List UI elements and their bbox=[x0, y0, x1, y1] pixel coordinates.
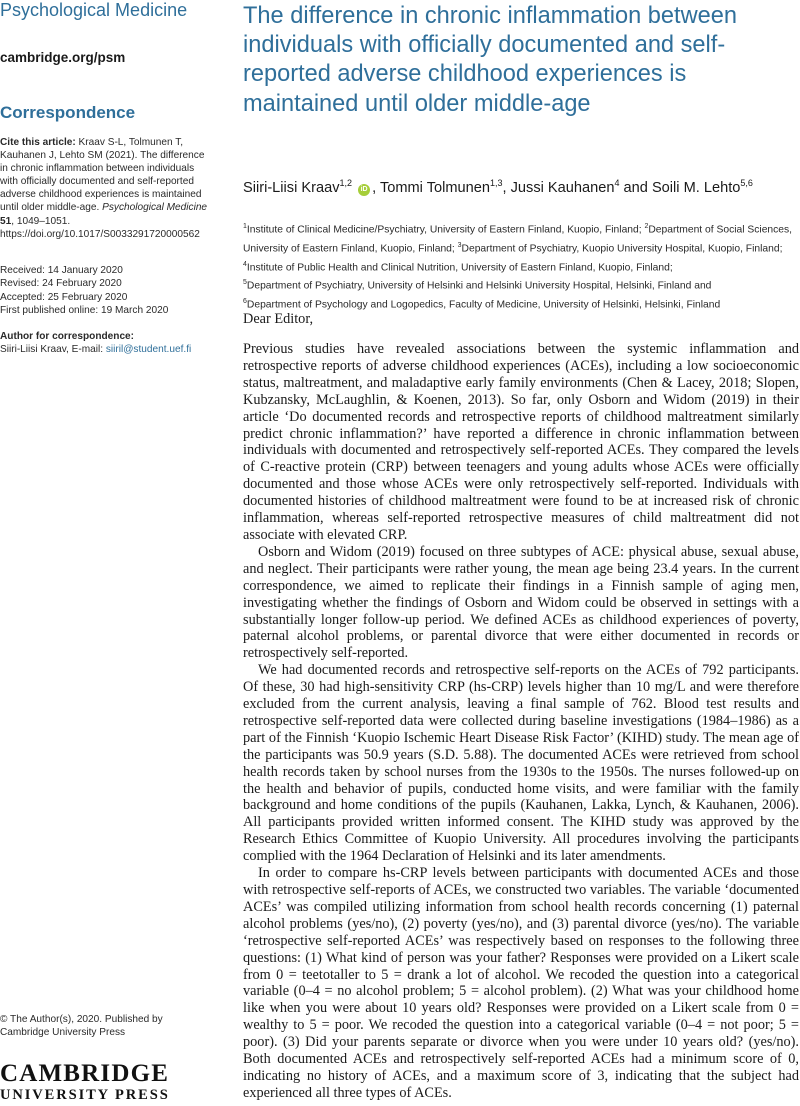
citation-text: Kraav S-L, Tolmunen T, Kauhanen J, Lehto SM (2021). The difference in chronic inflammation between individuals with officially documented and self-reported adverse childhood experiences is maintained until older middle-age. bbox=[0, 137, 205, 214]
author-affil-sup: 5,6 bbox=[740, 178, 753, 188]
affil-sup: 1 bbox=[243, 223, 247, 230]
citation-doi[interactable]: , 1049–1051. https://doi.org/10.1017/S0033291720000562 bbox=[0, 215, 200, 240]
salutation: Dear Editor, bbox=[243, 311, 314, 327]
citation-journal: Psychological Medicine bbox=[102, 202, 208, 214]
author-list bbox=[243, 178, 799, 196]
citation-label: Cite this article: bbox=[0, 137, 76, 148]
article-body bbox=[243, 341, 799, 1102]
author-affil-sup: 1,3 bbox=[489, 178, 503, 188]
body-paragraph: Osborn and Widom (2019) focused on three subtypes of ACE: physical abuse, sexual abuse, and neglect. Their participants were rather young, the mean age being 23.4 years. In the current correspondence, we aimed to replicate their findings in a Finnish sample of aging men, investigating whether the findings of Osborn and Widom could be observed in settings with a substantially longer follow-up period. We defined ACEs as childhood experiences of poverty, paternal alcohol problems, or parental divorce that were either documented in records or retrospectively self-reported. bbox=[243, 543, 799, 662]
affiliations bbox=[243, 219, 799, 313]
affiliation: Department of Psychiatry, University of Helsinki and Helsinki University Hospital, Helsinki, Finland and bbox=[246, 280, 712, 292]
affiliation: Institute of Public Health and Clinical Nutrition, University of Eastern Finland, Kuopio, Finland; bbox=[246, 262, 673, 274]
affiliation: Department of Social Sciences, University of Eastern Finland, Kuopio, Finland; bbox=[243, 224, 793, 255]
publication-dates bbox=[0, 264, 212, 317]
logo-line-2: UNIVERSITY PRESS bbox=[0, 1087, 170, 1103]
affil-sup: 4 bbox=[243, 260, 247, 268]
publisher-logo bbox=[0, 1062, 170, 1104]
correspondence-block bbox=[0, 330, 220, 357]
affiliation: Department of Psychology and Logopedics, Faculty of Medicine, University of Helsinki, Helsinki, Finland bbox=[246, 299, 721, 311]
body-paragraph: Previous studies have revealed associations between the systemic inflammation and retrospective reports of adverse childhood experiences (ACEs), including a low socioeconomic status, maltreatment, and maladaptive early family environments (Chen & Lacey, 2018; Slopen, Kubzansky, McLaughlin, & Koenen, 2013). So far, only Osborn and Widom (2019) in their article ‘Do documented records and retrospective reports of childhood maltreatment similarly predict chronic inflammation?’ have reported a difference in chronic inflammation between individuals with documented and retrospectively self-reported ACEs. They compared the levels of C-reactive protein (CRP) between teenagers and young adults whose ACEs were officially documented and those whose ACEs were only retrospectively self-reported. Individuals with documented histories of childhood maltreatment were found to be at increased risk of chronic inflammation, whereas self-reported retrospective measures of child maltreatment did not associate with elevated CRP. bbox=[243, 341, 799, 543]
author-affil-sup: 4 bbox=[614, 178, 620, 188]
author-separator: , bbox=[372, 179, 380, 196]
citation-volume: 51 bbox=[0, 215, 12, 227]
body-paragraph: In order to compare hs-CRP levels between participants with documented ACEs and those with retrospective self-reports of ACEs, we constructed two variables. The variable ‘documented ACEs’ was compiled utilizing information from school health records concerning (1) paternal alcohol problems (yes/no), (2) poverty (yes/no), and (3) parental divorce (yes/no). The variable ‘retrospective self-reported ACEs’ was respectively based on responses to the following three questions: (1) What kind of person was your father? Responses were provided on a Likert scale from 0 = teetotaller to 5 = drank a lot of alcohol. We recoded the question into a categorical variable (0–4 = no alcohol problem; 5 = alcohol problem). (2) What was your childhood home like when you were about 10 years old? Responses were provided on a Likert scale from 0 = wealthy to 5 = poor. We recoded the question into a categorical variable (0–4 = not poor; 5 = poor). (3) Did your parents separate or divorce when you were under 10 years old? (yes/no). Both documented ACEs and retrospectively self-reported ACEs had a minimum score of 0, indicating no history of ACEs, and a maximum score of 3, indicating that the subject had experienced all three types of ACEs. bbox=[243, 865, 799, 1101]
section-label: Correspondence bbox=[0, 103, 136, 122]
correspondence-label: Author for correspondence: bbox=[0, 331, 135, 342]
affil-sup: 6 bbox=[243, 298, 247, 306]
citation-block bbox=[0, 136, 212, 241]
date-published: First published online: 19 March 2020 bbox=[0, 304, 169, 316]
article-title: The difference in chronic inflammation between individuals with officially documented and self-reported adverse childhood experiences is maintained until older middle-age bbox=[243, 3, 737, 117]
author-name: Soili M. Lehto bbox=[651, 179, 741, 196]
affil-sup: 3 bbox=[457, 241, 462, 249]
date-revised: Revised: 24 February 2020 bbox=[0, 278, 122, 290]
sidebar bbox=[0, 0, 220, 1106]
author-and: and bbox=[619, 179, 652, 196]
author-name: Jussi Kauhanen bbox=[510, 179, 615, 196]
correspondence-email-link[interactable]: siiril@student.uef.fi bbox=[105, 344, 192, 356]
author-affil-sup: 1,2 bbox=[339, 178, 353, 188]
affil-sup: 5 bbox=[243, 279, 247, 287]
author-separator: , bbox=[502, 179, 511, 196]
affiliation: Department of Psychiatry, Kuopio University Hospital, Kuopio, Finland; bbox=[461, 243, 783, 255]
journal-name[interactable]: Psychological Medicine bbox=[0, 0, 188, 20]
affiliation: Institute of Clinical Medicine/Psychiatry, University of Eastern Finland, Kuopio, Finland; bbox=[246, 224, 645, 236]
author-name: Siiri-Liisi Kraav bbox=[243, 179, 340, 196]
orcid-icon[interactable]: iD bbox=[358, 184, 370, 196]
journal-site-link[interactable]: cambridge.org/psm bbox=[0, 50, 126, 65]
affil-sup: 2 bbox=[644, 223, 649, 230]
date-accepted: Accepted: 25 February 2020 bbox=[0, 291, 128, 303]
logo-line-1: CAMBRIDGE bbox=[0, 1060, 170, 1087]
correspondence-name: Siiri-Liisi Kraav, E-mail: bbox=[0, 344, 106, 356]
author-name: Tommi Tolmunen bbox=[379, 179, 490, 196]
date-received: Received: 14 January 2020 bbox=[0, 265, 123, 276]
body-paragraph: We had documented records and retrospective self-reports on the ACEs of 792 participants. Of these, 30 had high-sensitivity CRP (hs-CRP) levels higher than 10 mg/L and were therefore excluded from the current analysis, leaving a final sample of 762. Blood test results and retrospective self-reported data were collected during baseline investigations (1984–1986) as a part of the Finnish ‘Kuopio Ischemic Heart Disease Risk Factor’ (KIHD) study. The mean age of the participants was 50.9 years (S.D. 5.88). The documented ACEs were retrieved from school health records taken by school nurses from the 1930s to the 1950s. The nurses followed-up on the health and behavior of pupils, conducted home visits, and were familiar with the family background and home conditions of the pupils (Kauhanen, Lakka, Lynch, & Kauhanen, 2006). All participants provided written informed consent. The KIHD study was approved by the Research Ethics Committee of Kuopio University. All procedures involving the participants complied with the 1964 Declaration of Helsinki and its later amendments. bbox=[243, 662, 799, 865]
copyright-notice: © The Author(s), 2020. Published by Cambridge University Press bbox=[0, 1014, 163, 1039]
